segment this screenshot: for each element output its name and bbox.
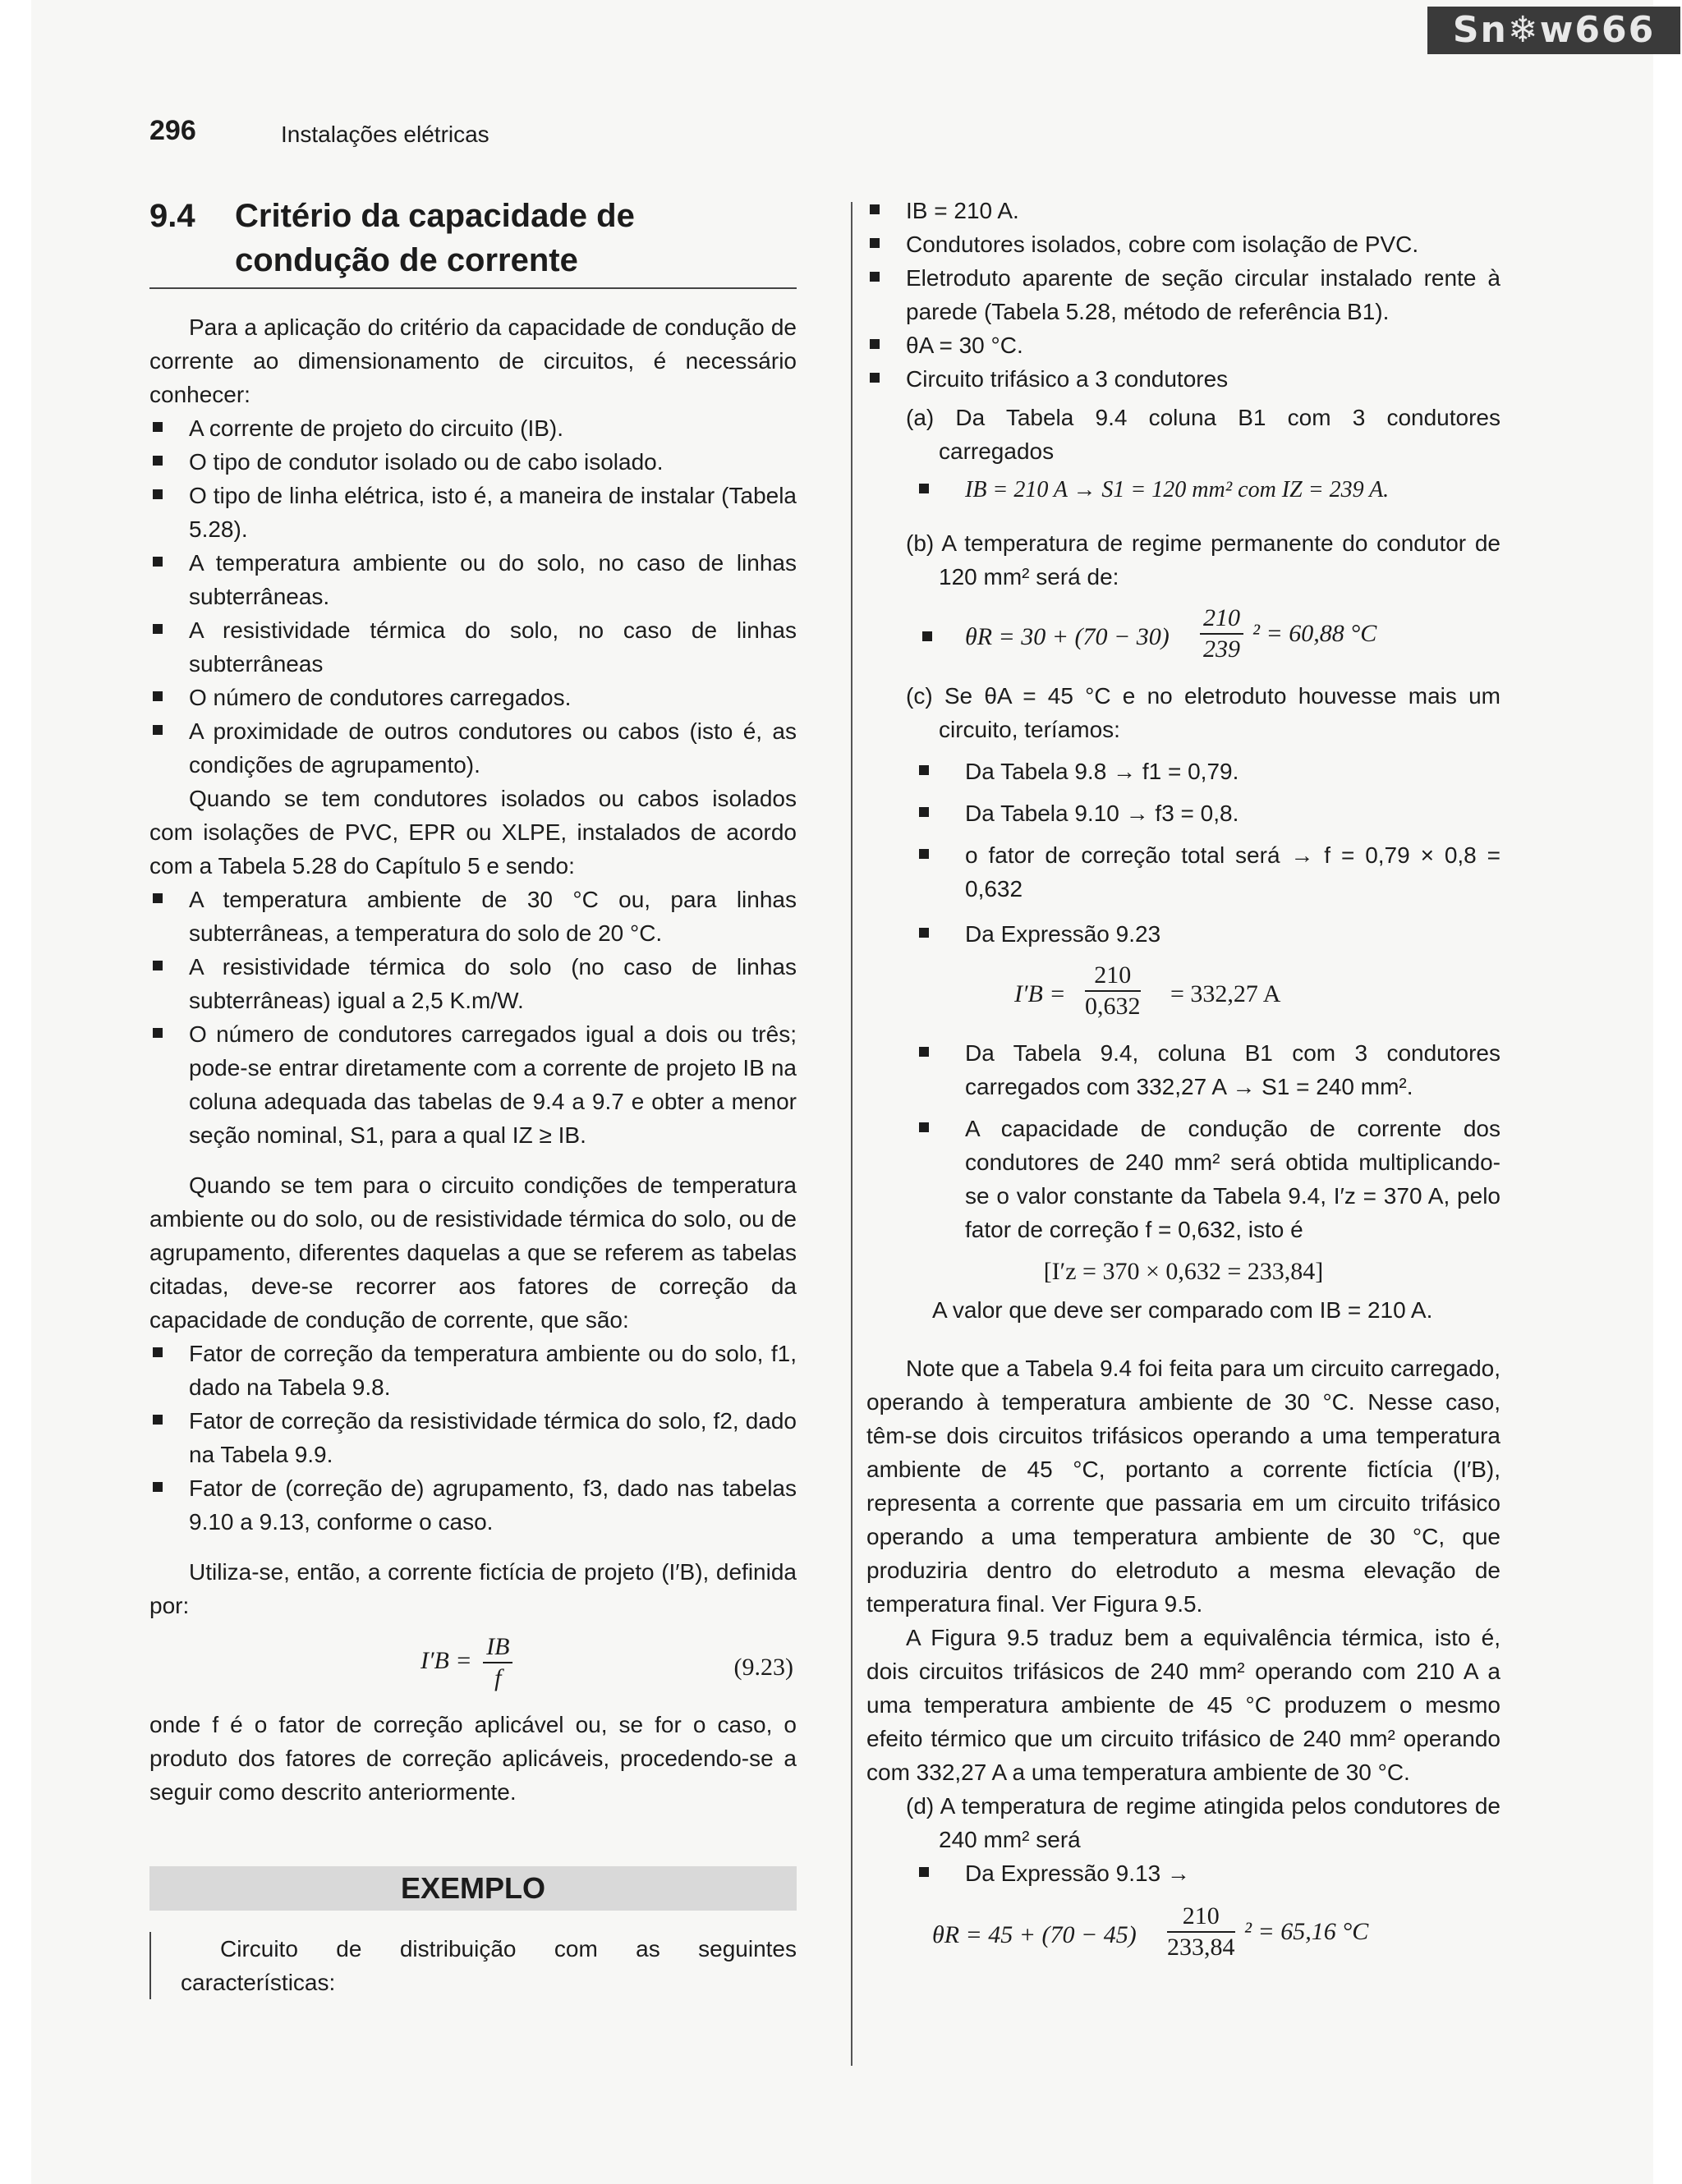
item-c-list — [866, 755, 1500, 951]
list-item: O número de condutores carregados. — [149, 681, 797, 714]
equation-9-23 — [149, 1632, 797, 1698]
equation-c-numerator: 210 — [1085, 961, 1141, 992]
list-item: Fator de (correção de) agrupamento, f3, dado nas tabelas 9.10 a 9.13, conforme o caso. — [149, 1471, 797, 1539]
item-d-list — [866, 1856, 1500, 1890]
paragraph-conditions: Quando se tem condutores isolados ou cabos isolados com isolações de PVC, EPR ou XLPE, instalados de acordo com a Tabela 5.28 do Capítulo 5 e sendo: — [149, 786, 797, 879]
equation-c-denominator: 0,632 — [1085, 993, 1141, 1020]
equation-c-rhs: = 332,27 A — [1170, 980, 1281, 1007]
section-title-line2: condução de corrente — [235, 242, 578, 278]
list-item: Condutores isolados, cobre com isolação de PVC. — [866, 227, 1500, 261]
equation-lhs: I′B = — [420, 1646, 472, 1674]
list-item: Da Tabela 9.10 → f3 = 0,8. — [916, 796, 1500, 830]
list-item: A resistividade térmica do solo (no caso de linhas subterrâneas) igual a 2,5 K.m/W. — [149, 950, 797, 1017]
equation-d-lhs: θR = 45 + (70 − 45) — [932, 1921, 1137, 1948]
example-title: EXEMPLO — [149, 1866, 797, 1911]
equation-c — [1014, 961, 1500, 1026]
item-a-list — [866, 473, 1500, 507]
list-item: Fator de correção da temperatura ambiente ou do solo, f1, dado na Tabela 9.8. — [149, 1337, 797, 1404]
paragraph-where: onde f é o fator de correção aplicável ou, se for o caso, o produto dos fatores de correção aplicáveis, procedendo-se a seguir como descrito anteriormente. — [149, 1712, 797, 1805]
equation-b-fraction — [1200, 603, 1243, 664]
conditions-list — [149, 883, 797, 1152]
list-item: O tipo de condutor isolado ou de cabo isolado. — [149, 445, 797, 479]
list-item: Eletroduto aparente de seção circular instalado rente à parede (Tabela 5.28, método de referência B1). — [866, 261, 1500, 328]
equation-b-denominator: 239 — [1203, 635, 1240, 663]
list-item: A capacidade de condução de corrente dos condutores de 240 mm² será obtida multiplicando-se o valor constante da Tabela 9.4, I′z = 370 A, pelo fator de correção f = 0,632, isto é — [916, 1112, 1500, 1246]
section-title-line1: Critério da capacidade de — [235, 198, 635, 234]
list-item: o fator de correção total será → f = 0,79 × 0,8 = 0,632 — [916, 838, 1500, 906]
equation-b-rhs: ² = 60,88 °C — [1252, 620, 1377, 647]
list-item: A proximidade de outros condutores ou cabos (isto é, as condições de agrupamento). — [149, 714, 797, 782]
equation-d-rhs: ² = 65,16 °C — [1244, 1918, 1369, 1945]
list-item: O tipo de linha elétrica, isto é, a maneira de instalar (Tabela 5.28). — [149, 479, 797, 546]
running-head: Instalações elétricas — [281, 122, 489, 147]
note-paragraph-1: Note que a Tabela 9.4 foi feita para um circuito carregado, operando à temperatura ambiente de 30 °C. Nesse caso, têm-se dois circuitos trifásicos operando a uma temperatura ambiente de 45 °C, portanto a corrente fictícia (I′B), representa a corrente que passaria em um circuito trifásico operando a uma temperatura ambiente de 30 °C, que produziria dentro do eletroduto a mesma elevação de temperatura final. Ver Figura 9.5. — [866, 1356, 1500, 1617]
paragraph-fictitious-current: Utiliza-se, então, a corrente fictícia de projeto (I′B), definida por: — [149, 1559, 797, 1618]
equation-b — [965, 603, 1500, 669]
compare-text: A valor que deve ser comparado com IB = 210 A. — [932, 1297, 1433, 1323]
equation-d-denominator: 233,84 — [1167, 1934, 1235, 1961]
equation-b-lhs: θR = 30 + (70 − 30) — [965, 623, 1170, 650]
equation-d — [932, 1902, 1500, 1967]
list-item: A temperatura ambiente de 30 °C ou, para linhas subterrâneas, a temperatura do solo de 20 °C. — [149, 883, 797, 950]
list-item: Da Expressão 9.13 → — [916, 1856, 1500, 1890]
equation-label: (9.23) — [733, 1654, 793, 1681]
intro-paragraph: Para a aplicação do critério da capacidade de condução de corrente ao dimensionamento de circuitos, é necessário conhecer: — [149, 314, 797, 407]
requirements-list — [149, 411, 797, 782]
correction-factors-list — [149, 1337, 797, 1539]
list-item: Da Tabela 9.4, coluna B1 com 3 condutores carregados com 332,27 A → S1 = 240 mm². — [916, 1036, 1500, 1103]
item-b: (b) A temperatura de regime permanente do condutor de 120 mm² será de: — [906, 530, 1500, 590]
list-item: A corrente de projeto do circuito (IB). — [149, 411, 797, 445]
list-item: A resistividade térmica do solo, no caso de linhas subterrâneas — [149, 613, 797, 681]
list-item: IB = 210 A → S1 = 120 mm² com IZ = 239 A. — [916, 473, 1500, 507]
section-number: 9.4 — [149, 198, 195, 234]
list-item: Da Expressão 9.23 — [916, 917, 1500, 951]
example-text: Circuito de distribuição com as seguintes características: — [181, 1936, 797, 1995]
equation-b-numerator: 210 — [1200, 603, 1243, 635]
list-item: A temperatura ambiente ou do solo, no caso de linhas subterrâneas. — [149, 546, 797, 613]
list-item: Da Tabela 9.8 → f1 = 0,79. — [916, 755, 1500, 788]
right-column — [866, 194, 1500, 1977]
page-number: 296 — [149, 115, 196, 146]
list-item: θA = 30 °C. — [866, 328, 1500, 362]
paragraph-correction: Quando se tem para o circuito condições de temperatura ambiente ou do solo, ou de resistividade térmica do solo, ou de agrupamento, diferentes daquelas a que se referem as tabelas citadas, deve-se recorrer aos fatores de correção da capacidade de condução de corrente, que são: — [149, 1172, 797, 1333]
page-header — [149, 115, 489, 147]
list-item: O número de condutores carregados igual a dois ou três; pode-se entrar diretamente com a corrente de projeto IB na coluna adequada das tabelas de 9.4 a 9.7 e obter a menor seção nominal, S1, para a qual IZ ≥ IB. — [149, 1017, 797, 1152]
column-divider — [851, 202, 852, 2066]
list-item: Circuito trifásico a 3 condutores — [866, 362, 1500, 396]
equation-numerator: IB — [483, 1632, 512, 1663]
item-c: (c) Se θA = 45 °C e no eletroduto houvesse mais um circuito, teríamos: — [906, 683, 1500, 742]
equation-fraction — [483, 1632, 512, 1693]
section-title — [149, 194, 797, 289]
example-data-list — [866, 194, 1500, 396]
equation-c-lhs: I′B = — [1014, 980, 1066, 1007]
left-column — [149, 194, 797, 1999]
equation-denominator: f — [494, 1664, 502, 1691]
example-body — [149, 1932, 797, 1999]
note-paragraph-2: A Figura 9.5 traduz bem a equivalência térmica, isto é, dois circuitos trifásicos de 240 mm² operando com 210 A a uma temperatura ambiente de 45 °C produzem o mesmo efeito térmico que um circuito trifásico de 240 mm² operando com 332,27 A a uma temperatura ambiente de 30 °C. — [866, 1625, 1500, 1785]
item-a: (a) Da Tabela 9.4 coluna B1 com 3 condutores carregados — [906, 405, 1500, 464]
list-item: IB = 210 A. — [866, 194, 1500, 227]
equation-c2: [I′z = 370 × 0,632 = 233,84] — [1043, 1258, 1324, 1285]
list-item: Fator de correção da resistividade térmica do solo, f2, dado na Tabela 9.9. — [149, 1404, 797, 1471]
item-d: (d) A temperatura de regime atingida pelos condutores de 240 mm² será — [906, 1793, 1500, 1852]
item-c-list-2 — [866, 1036, 1500, 1246]
equation-d-numerator: 210 — [1167, 1902, 1235, 1933]
bullet-marker — [922, 631, 932, 641]
watermark-logo: Sn❄w666 — [1427, 7, 1680, 54]
equation-c-fraction — [1085, 961, 1141, 1021]
equation-d-fraction — [1167, 1902, 1235, 1962]
